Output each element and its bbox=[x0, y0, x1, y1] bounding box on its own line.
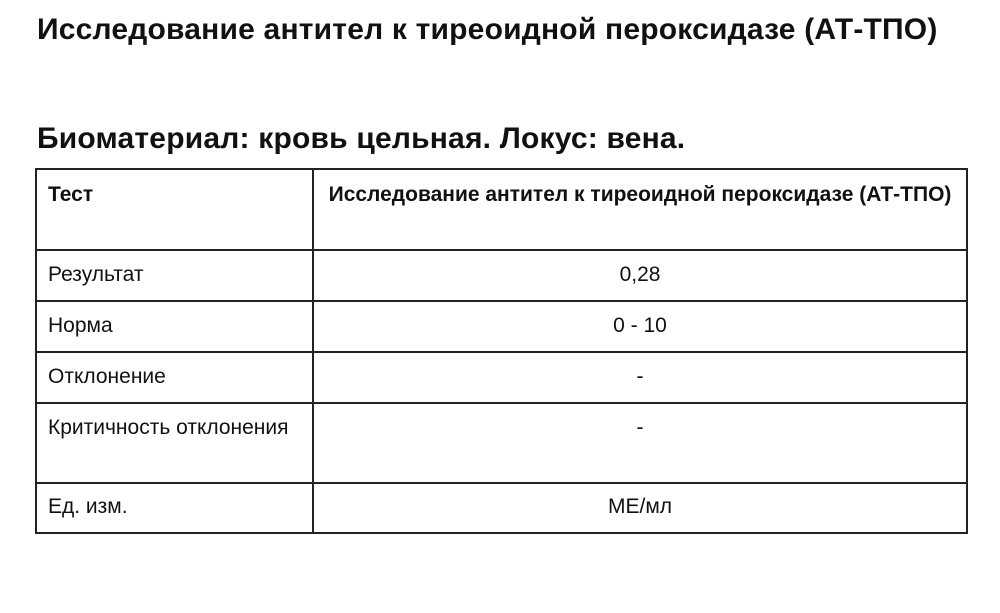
table-row bbox=[36, 250, 967, 301]
table-header-row bbox=[36, 169, 967, 250]
row-value-norm: 0 - 10 bbox=[313, 301, 967, 352]
table-row bbox=[36, 352, 967, 403]
row-value-unit: МЕ/мл bbox=[313, 483, 967, 533]
table-row bbox=[36, 301, 967, 352]
biomaterial-subtitle: Биоматериал: кровь цельная. Локус: вена. bbox=[37, 122, 686, 155]
row-label-unit: Ед. изм. bbox=[36, 483, 313, 533]
page-title: Исследование антител к тиреоидной пероксидазе (АТ-ТПО) bbox=[37, 13, 938, 46]
row-value-criticality: - bbox=[313, 403, 967, 483]
row-label-result: Результат bbox=[36, 250, 313, 301]
row-value-result: 0,28 bbox=[313, 250, 967, 301]
row-label-deviation: Отклонение bbox=[36, 352, 313, 403]
table-row bbox=[36, 483, 967, 533]
header-value-cell: Исследование антител к тиреоидной пероксидазе (АТ-ТПО) bbox=[313, 169, 967, 250]
table-row bbox=[36, 403, 967, 483]
row-value-deviation: - bbox=[313, 352, 967, 403]
row-label-norm: Норма bbox=[36, 301, 313, 352]
header-label-cell: Тест bbox=[36, 169, 313, 250]
row-label-criticality: Критичность отклонения bbox=[36, 403, 313, 483]
results-table bbox=[35, 168, 968, 534]
